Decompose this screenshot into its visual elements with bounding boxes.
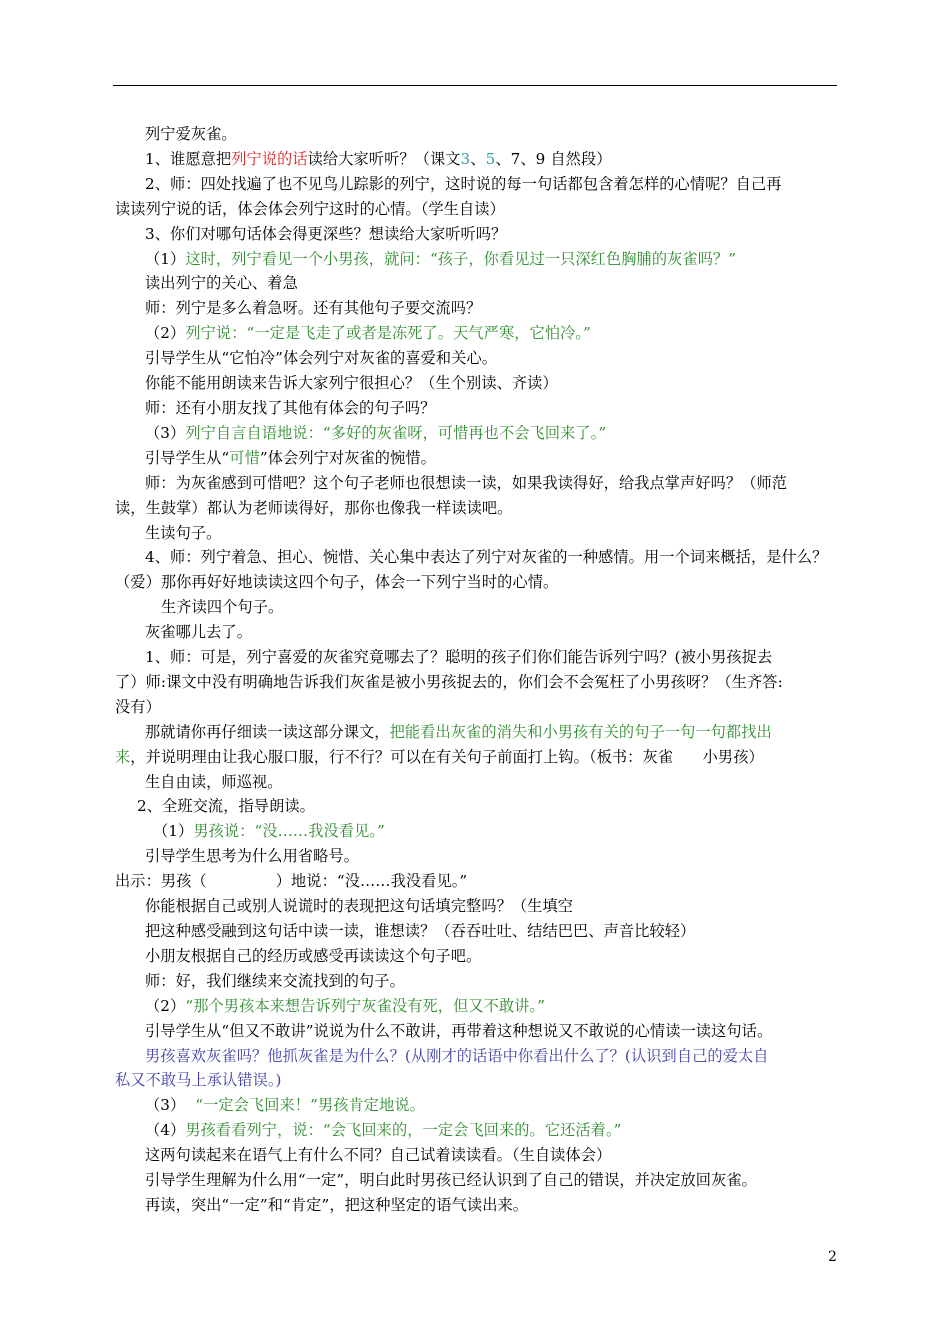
text-segment: 引导学生思考为什么用省略号。	[145, 847, 360, 866]
text-segment: 生自由读，师巡视。	[145, 772, 283, 791]
text-segment: ，并说明理由让我心服口服，行不行？可以在有关句子前面打上钩。（板书：灰雀 小男孩）	[130, 747, 764, 766]
text-segment: 灰雀哪儿去了。	[145, 623, 253, 642]
text-line	[115, 1118, 837, 1143]
text-segment: 师：还有小朋友找了其他有体会的句子吗？	[145, 398, 436, 417]
text-segment: 2、师：四处找遍了也不见鸟儿踪影的列宁，这时说的每一句话都包含着怎样的心情呢？自己再	[145, 174, 782, 193]
text-segment: 读出列宁的关心、着急	[145, 274, 298, 293]
text-line	[115, 919, 837, 944]
highlighted-text: “一定会飞回来！”男孩肯定地说。	[195, 1096, 425, 1115]
text-line	[115, 944, 837, 969]
text-line	[115, 844, 837, 869]
text-line	[115, 1068, 837, 1093]
text-line	[115, 1044, 837, 1069]
text-line	[115, 869, 837, 894]
text-line	[115, 969, 837, 994]
text-line	[115, 620, 837, 645]
text-segment: 师：为灰雀感到可惜吧？这个句子老师也很想读一读，如果我读得好，给我点掌声好吗？（师范	[145, 473, 788, 492]
text-segment: （3）	[145, 1096, 196, 1115]
text-segment: 没有）	[115, 697, 161, 716]
text-line	[115, 471, 837, 496]
highlighted-text: 列宁说的话	[231, 149, 308, 168]
text-line	[115, 396, 837, 421]
text-line	[115, 446, 837, 471]
text-segment: 1、谁愿意把	[145, 149, 232, 168]
text-line	[115, 421, 837, 446]
text-segment: 2、全班交流，指导朗读。	[137, 797, 315, 816]
text-segment: 再读，突出“一定”和“肯定”，把这种坚定的语气读出来。	[145, 1195, 529, 1214]
text-line	[115, 496, 837, 521]
highlighted-text: 来	[115, 747, 131, 766]
text-segment: 把这种感受融到这句话中读一读，谁想读？（吞吞吐吐、结结巴巴、声音比较轻）	[145, 922, 696, 940]
text-line	[115, 770, 837, 795]
text-line	[115, 670, 837, 695]
text-line	[115, 147, 837, 172]
text-segment: 生齐读四个句子。	[161, 598, 284, 617]
text-segment: 这两句读起来在语气上有什么不同？自己试着读读看。（生自读体会）	[145, 1146, 612, 1165]
text-segment: 你能不能用朗读来告诉大家列宁很担心？（生个别读、齐读）	[145, 374, 558, 393]
text-line	[115, 197, 837, 222]
text-segment: （1）	[145, 249, 186, 268]
text-segment: 、	[470, 149, 486, 168]
text-line	[115, 1193, 837, 1218]
highlighted-text: 列宁自言自语地说：“多好的灰雀呀，可惜再也不会飞回来了。”	[185, 423, 607, 442]
highlighted-text: 列宁说：“一定是飞走了或者是冻死了。天气严寒，它怕冷。”	[185, 324, 591, 343]
text-segment: 读，生鼓掌）都认为老师读得好，那你也像我一样读读吧。	[115, 498, 513, 517]
text-segment: ”体会列宁对灰雀的惋惜。	[259, 448, 436, 467]
text-segment: （4）	[145, 1121, 186, 1140]
text-segment: 生读句子。	[145, 523, 222, 542]
text-segment: 3、你们对哪句话体会得更深些？想读给大家听听吗？	[145, 224, 507, 243]
text-line	[115, 1019, 837, 1044]
text-segment: 引导学生从“它怕冷”体会列宁对灰雀的喜爱和关心。	[145, 349, 498, 368]
text-segment: （爱）那你再好好地读读这四个句子，体会一下列宁当时的心情。	[115, 573, 559, 592]
text-line	[115, 994, 837, 1019]
highlighted-text: 私又不敢马上承认错误。)	[115, 1071, 282, 1090]
text-line	[115, 1168, 837, 1193]
text-line	[115, 570, 837, 595]
text-line	[115, 794, 837, 819]
text-line	[115, 172, 837, 197]
text-segment: 出示：男孩（ ）地说：“没……我没看见。”	[115, 872, 468, 891]
text-segment: （1）	[153, 822, 194, 841]
highlighted-text: 3	[460, 149, 471, 168]
text-segment: 师：好，我们继续来交流找到的句子。	[145, 971, 405, 990]
text-segment: 了）师:课文中没有明确地告诉我们灰雀是被小男孩捉去的，你们会不会冤枉了小男孩呀？（生齐答:	[115, 672, 783, 691]
text-line	[115, 894, 837, 919]
text-line	[115, 296, 837, 321]
text-segment: 读读列宁说的话，体会体会列宁这时的心情。（学生自读）	[115, 199, 505, 218]
page-number: 2	[828, 1249, 837, 1265]
text-line	[115, 1093, 837, 1118]
document-body	[115, 122, 837, 1218]
highlighted-text: “那个男孩本来想告诉列宁灰雀没有死，但又不敢讲。”	[185, 996, 546, 1015]
text-line	[115, 321, 837, 346]
text-line	[115, 222, 837, 247]
text-segment: 你能根据自己或别人说谎时的表现把这句话填完整吗？（生填空	[145, 897, 574, 916]
text-segment: 4、师：列宁着急、担心、惋惜、关心集中表达了列宁对灰雀的一种感情。用一个词来概括，是什么？	[145, 548, 828, 567]
text-line	[115, 271, 837, 296]
text-line	[115, 247, 837, 272]
text-line	[115, 720, 837, 745]
text-segment: 1、师：可是，列宁喜爱的灰雀究竟哪去了？聪明的孩子们你们能告诉列宁吗？(被小男孩捉去	[145, 648, 773, 667]
text-line	[115, 595, 837, 620]
text-segment: 那就请你再仔细读一读这部分课文，	[145, 722, 390, 741]
text-segment: 、7、9 自然段）	[495, 149, 612, 168]
text-segment: 列宁爱灰雀。	[145, 125, 237, 143]
text-line	[115, 1143, 837, 1168]
text-line	[115, 819, 837, 844]
text-segment: 引导学生从“但又不敢讲”说说为什么不敢讲，再带着这种想说又不敢说的心情读一读这句话。	[145, 1021, 773, 1040]
text-segment: （2）	[145, 324, 186, 343]
highlighted-text: 这时，列宁看见一个小男孩，就问：“孩子，你看见过一只深红色胸脯的灰雀吗？”	[185, 249, 737, 268]
text-segment: 小朋友根据自己的经历或感受再读读这个句子吧。	[145, 946, 482, 965]
text-segment: （2）	[145, 996, 186, 1015]
text-line	[115, 745, 837, 770]
text-line	[115, 545, 837, 570]
text-segment: 师：列宁是多么着急呀。还有其他句子要交流吗？	[145, 299, 482, 318]
highlighted-text: 把能看出灰雀的消失和小男孩有关的句子一句一句都找出	[389, 722, 772, 741]
highlighted-text: 可惜	[229, 448, 260, 467]
highlighted-text: 男孩喜欢灰雀吗？他抓灰雀是为什么？(从刚才的话语中你看出什么了？(认识到自己的爱太自	[145, 1046, 769, 1065]
text-line	[115, 695, 837, 720]
text-line	[115, 346, 837, 371]
highlighted-text: 男孩说：“没……我没看见。”	[193, 822, 385, 841]
header-rule	[113, 85, 837, 86]
text-segment: 引导学生理解为什么用“一定”，明白此时男孩已经认识到了自己的错误，并决定放回灰雀。	[145, 1171, 757, 1190]
text-segment: （3）	[145, 423, 186, 442]
text-line	[115, 645, 837, 670]
text-line	[115, 521, 837, 546]
text-line	[115, 122, 837, 147]
highlighted-text: 5	[485, 149, 496, 168]
highlighted-text: 男孩看看列宁，说：“会飞回来的，一定会飞回来的。它还活着。”	[185, 1121, 622, 1140]
text-line	[115, 371, 837, 396]
text-segment: 读给大家听听？（课文	[307, 149, 461, 168]
text-segment: 引导学生从“	[145, 448, 230, 467]
